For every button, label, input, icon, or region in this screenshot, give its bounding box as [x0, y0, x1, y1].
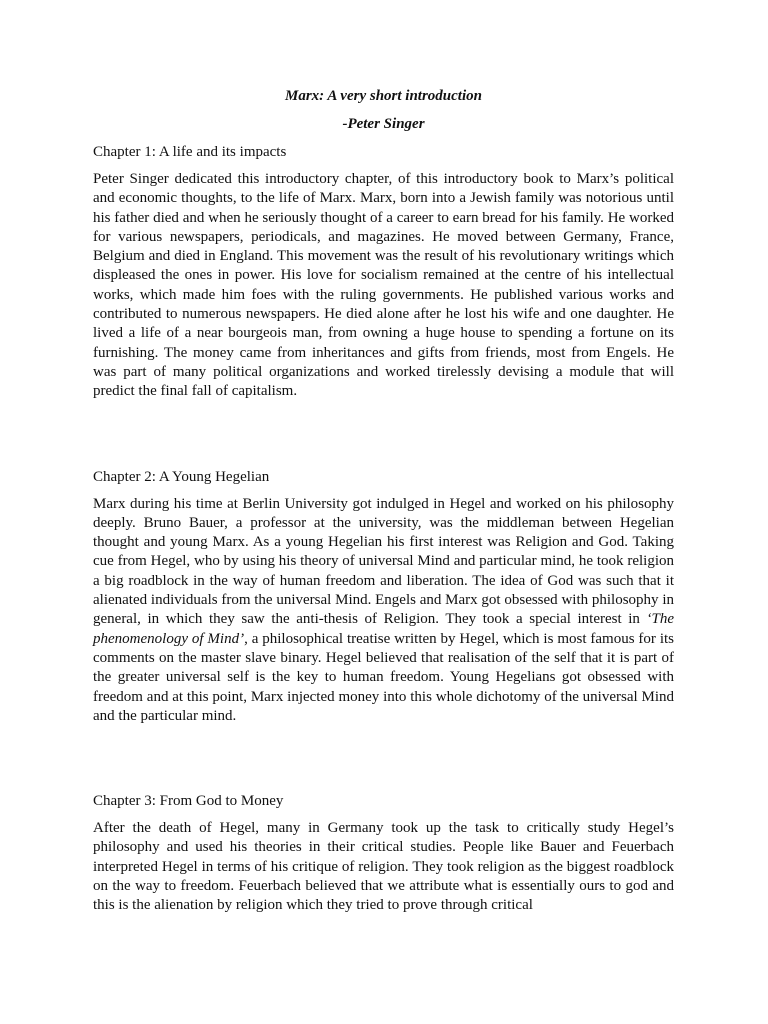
section-spacer: [93, 726, 674, 783]
book-title: Marx: A very short introduction: [285, 88, 482, 104]
chapter-2-paragraph: [93, 495, 674, 727]
document-page: [93, 87, 674, 916]
chapter-3-heading: Chapter 3: From God to Money: [93, 793, 284, 810]
chapter-1-paragraph: Peter Singer dedicated this introductory chapter, of this introductory book to Marx’s political and economic thoughts, to the life of Marx. Marx, born into a Jewish family was notorious until his father died and when he seriously thought of a career to earn bread for his family. He worked for various newspapers, periodicals, and magazines. He moved between Germany, France, Belgium and died in England. This movement was the result of his revolutionary writings which displeased the ones in power. His love for socialism remained at the centre of his intellectual works, which made him foes with the ruling governments. He published various works and contributed to numerous newspapers. He died alone after he lost his wife and one daughter. He lived a life of a near bourgeois man, from owning a huge house to spending a fortune on its furnishing. The money came from inheritances and gifts from friends, most from Engels. He was part of many political organizations and worked tirelessly devising a module that will predict the final fall of capitalism.: [93, 171, 674, 400]
chapter-2-text-before: Marx during his time at Berlin University got indulged in Hegel and worked on his philosophy deeply. Bruno Bauer, a professor at the university, was the middleman between Hegelian thought and young Marx. As a young Hegelian his first interest was Religion and God. Taking cue from Hegel, who by using his theory of universal Mind and particular mind, he took religion a big roadblock in the way of human freedom and liberation. The idea of God was such that it alienated individuals from the universal Mind. Engels and Marx got obsessed with philosophy in general, in which they saw the anti-thesis of Religion. They took a special interest in: [93, 495, 674, 628]
chapter-2-book-title: ‘The phenomenology of Mind’: [93, 611, 674, 647]
book-author: -Peter Singer: [342, 116, 425, 132]
chapter-1-heading: Chapter 1: A life and its impacts: [93, 144, 287, 160]
chapter-2-text-after: , a philosophical treatise written by Hegel, which is most famous for its comments on the master slave binary. Hegel believed that realisation of the self that it is part of the greater universal self is the key to human freedom. Young Hegelians got obsessed with freedom and at this point, Marx injected money into this whole dichotomy of the universal Mind and the particular mind.: [93, 630, 674, 724]
chapter-2-heading: Chapter 2: A Young Hegelian: [93, 468, 270, 485]
chapter-3-paragraph: After the death of Hegel, many in Germany took up the task to critically study Hegel’s philosophy and used his theories in their critical studies. People like Bauer and Feuerbach interpreted Hegel in terms of his critique of religion. They took religion as the biggest roadblock on the way to freedom. Feuerbach believed that we attribute what is essentially ours to god and this is the alienation by religion which they tried to prove through critical: [93, 820, 674, 914]
section-spacer: [93, 402, 674, 459]
